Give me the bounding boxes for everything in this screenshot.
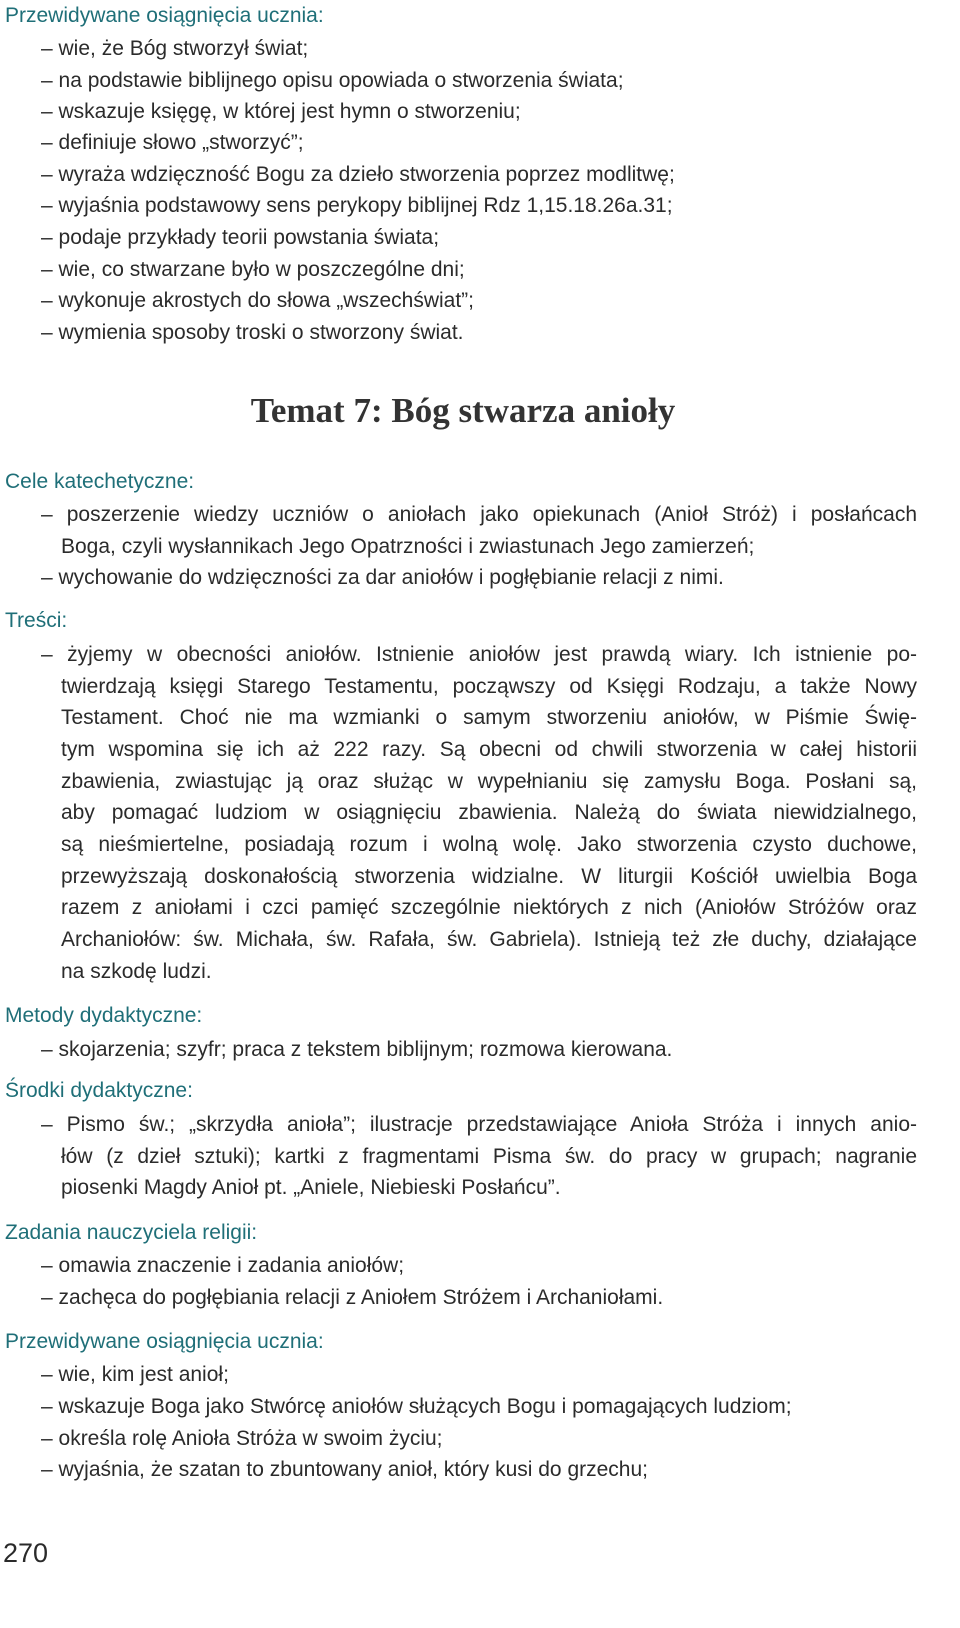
goals-line: – wychowanie do wdzięczności za dar aniołów i pogłębianie relacji z nimi. bbox=[41, 566, 724, 589]
outcome-item: – wskazuje Boga jako Stwórcę aniołów służących Bogu i pomagających ludziom; bbox=[41, 1395, 792, 1418]
teacher-tasks-heading: Zadania nauczyciela religii: bbox=[5, 1221, 258, 1244]
content-line: Archaniołów: św. Michała, św. Rafała, św. Gabriela). Istnieją też złe duchy, działające bbox=[61, 928, 917, 951]
topic-title: Temat 7: Bóg stwarza anioły bbox=[250, 391, 676, 430]
goals-line: Boga, czyli wysłannikach Jego Opatrzności i zwiastunach Jego zamierzeń; bbox=[61, 535, 755, 558]
goals-heading: Cele katechetyczne: bbox=[5, 470, 195, 493]
teacher-task-item: – omawia znaczenie i zadania aniołów; bbox=[41, 1254, 405, 1277]
previous-outcome-item: – wykonuje akrostych do słowa „wszechświat”; bbox=[41, 289, 475, 312]
content-line: – żyjemy w obecności aniołów. Istnienie aniołów jest prawdą wiary. Ich istnienie po- bbox=[41, 643, 917, 666]
content-line: razem z aniołami i czci pamięć szczególnie niektórych z nich (Aniołów Stróżów oraz bbox=[61, 896, 917, 919]
resources-line: piosenki Magdy Anioł pt. „Aniele, Niebieski Posłańcu”. bbox=[61, 1176, 561, 1199]
content-line: aby pomagać ludziom w osiągnięciu zbawienia. Należą do świata niewidzialnego, bbox=[61, 801, 917, 824]
previous-outcome-item: – podaje przykłady teorii powstania świata; bbox=[41, 226, 440, 249]
teacher-task-item: – zachęca do pogłębiania relacji z Aniołem Stróżem i Archaniołami. bbox=[41, 1286, 664, 1309]
outcome-item: – wie, kim jest anioł; bbox=[41, 1363, 229, 1386]
previous-outcome-item: – wyraża wdzięczność Bogu za dzieło stworzenia poprzez modlitwę; bbox=[41, 163, 675, 186]
content-line: przewyższają doskonałością stworzenia widzialne. W liturgii Kościół uwielbia Boga bbox=[61, 865, 917, 888]
previous-outcome-item: – wie, co stwarzane było w poszczególne dni; bbox=[41, 258, 465, 281]
page-number: 270 bbox=[3, 1538, 49, 1568]
content-line: zbawienia, zwiastując ją oraz służąc w wypełnianiu się zamysłu Boga. Posłani są, bbox=[61, 770, 917, 793]
resources-line: – Pismo św.; „skrzydła anioła”; ilustracje przedstawiające Anioła Stróża i innych anio- bbox=[41, 1113, 917, 1136]
methods-line: – skojarzenia; szyfr; praca z tekstem biblijnym; rozmowa kierowana. bbox=[41, 1038, 673, 1061]
content-line: są nieśmiertelne, posiadają rozum i wolną wolę. Jako stworzenia czysto duchowe, bbox=[61, 833, 917, 856]
content-line: Testament. Choć nie ma wzmianki o samym stworzeniu aniołów, w Piśmie Świę- bbox=[61, 706, 917, 729]
content-heading: Treści: bbox=[5, 609, 68, 632]
resources-line: łów (z dzieł sztuki); kartki z fragmentami Pisma św. do pracy w grupach; nagranie bbox=[61, 1145, 917, 1168]
previous-outcome-item: – wie, że Bóg stworzył świat; bbox=[41, 37, 309, 60]
content-line: twierdzają księgi Starego Testamentu, począwszy od Księgi Rodzaju, a także Nowy bbox=[61, 675, 917, 698]
resources-heading: Środki dydaktyczne: bbox=[5, 1079, 193, 1102]
content-line: tym wspomina się ich aż 222 razy. Są obecni od chwili stworzenia w całej historii bbox=[61, 738, 917, 761]
content-line: na szkodę ludzi. bbox=[61, 960, 212, 983]
previous-outcome-item: – wskazuje księgę, w której jest hymn o stworzeniu; bbox=[41, 100, 521, 123]
goals-line: – poszerzenie wiedzy uczniów o aniołach jako opiekunach (Anioł Stróż) i posłańcach bbox=[41, 503, 917, 526]
previous-outcome-item: – wyjaśnia podstawowy sens perykopy biblijnej Rdz 1,15.18.26a.31; bbox=[41, 194, 673, 217]
previous-outcome-item: – na podstawie biblijnego opisu opowiada o stworzenia świata; bbox=[41, 69, 624, 92]
previous-outcome-item: – wymienia sposoby troski o stworzony świat. bbox=[41, 321, 464, 344]
outcome-item: – wyjaśnia, że szatan to zbuntowany anioł, który kusi do grzechu; bbox=[41, 1458, 648, 1481]
previous-outcome-item: – definiuje słowo „stworzyć”; bbox=[41, 131, 304, 154]
previous-outcomes-heading: Przewidywane osiągnięcia ucznia: bbox=[5, 4, 324, 27]
outcome-item: – określa rolę Anioła Stróża w swoim życiu; bbox=[41, 1427, 443, 1450]
methods-heading: Metody dydaktyczne: bbox=[5, 1004, 203, 1027]
outcomes-heading: Przewidywane osiągnięcia ucznia: bbox=[5, 1330, 324, 1353]
